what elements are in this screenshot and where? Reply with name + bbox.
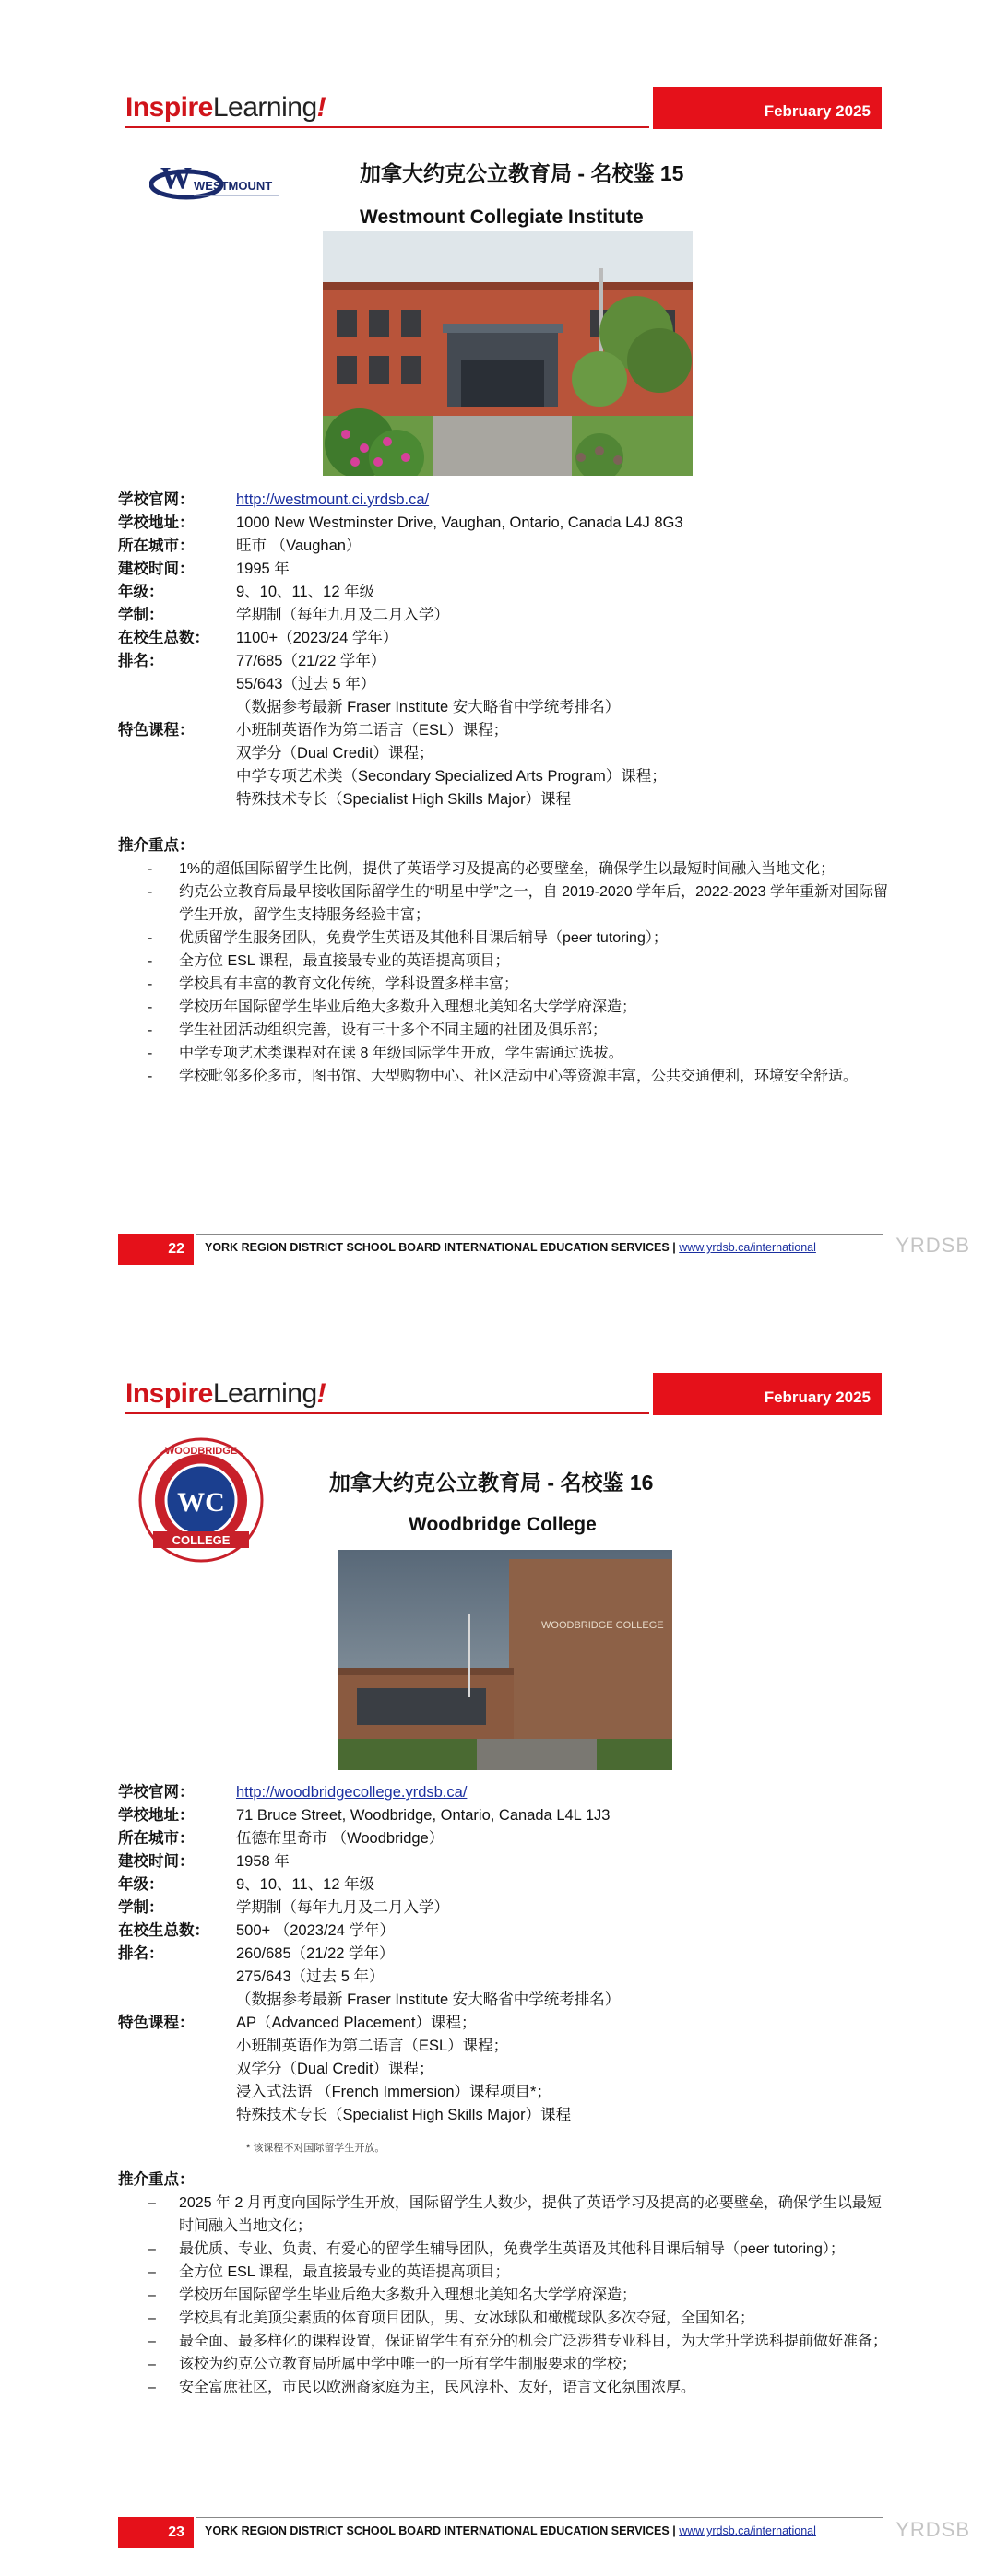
brand-logo: InspireLearning! <box>125 1378 326 1409</box>
list-item: – 2025 年 2 月再度向国际学生开放，国际留学生人数少，提供了英语学习及提高的必要壁垒，确保学生以最短时间融入当地文化； <box>148 2195 882 2234</box>
founded: 1995 年 <box>236 561 290 577</box>
website-link[interactable]: http://woodbridgecollege.yrdsb.ca/ <box>236 1784 468 1801</box>
school-photo <box>323 231 693 476</box>
list-item: - 中学专项艺术类课程对在读 8 年级国际学生开放，学生需通过选拔。 <box>148 1046 623 1061</box>
program-note: * 该课程不对国际留学生开放。 <box>246 2143 385 2154</box>
date-label: February 2025 <box>764 102 871 120</box>
address: 71 Bruce Street, Woodbridge, Ontario, Canada L4L 1J3 <box>236 1807 611 1824</box>
city: 旺市 （Vaughan） <box>236 538 362 554</box>
header-rule <box>125 1412 649 1414</box>
list-item: - 学生社团活动组织完善，设有三十多个不同主题的社团及俱乐部； <box>148 1022 608 1038</box>
list-item: - 学校具有丰富的教育文化传统，学科设置多样丰富； <box>148 976 519 992</box>
list-item: – 最优质、专业、负责、有爱心的留学生辅导团队，免费学生英语及其他科目课后辅导（peer tutoring）； <box>148 2241 845 2257</box>
footer-org: YORK REGION DISTRICT SCHOOL BOARD INTERNATIONAL EDUCATION SERVICES <box>205 2524 670 2537</box>
ranking: 77/685（21/22 学年） 55/643（过去 5 年） （数据参考最新 Fraser Institute 安大略省中学统考排名） <box>236 653 621 715</box>
school-system: 学期制（每年九月及二月入学） <box>236 607 449 623</box>
school-crest <box>136 1436 266 1565</box>
svg-text:WC: WC <box>177 1487 225 1518</box>
list-item: – 最全面、最多样化的课程设置，保证留学生有充分的机会广泛涉猎专业科目，为大学升学选科提前做好准备； <box>148 2334 888 2349</box>
school-photo <box>338 1550 672 1770</box>
date-banner <box>653 87 882 129</box>
page-number: 22 <box>118 1234 194 1265</box>
website-link[interactable]: http://westmount.ci.yrdsb.ca/ <box>236 491 430 508</box>
highlights-heading: 推介重点： <box>118 2171 195 2188</box>
list-item: - 约克公立教育局最早接收国际留学生的“明星中学”之一，自 2019-2020 学年后，2022-2023 学年重新对国际留学生开放，留学生支持服务经验丰富； <box>148 884 889 923</box>
watermark: YRDSB <box>895 1234 970 1257</box>
logo-text: WESTMOUNT <box>194 179 273 193</box>
city: 伍德布里奇市 （Woodbridge） <box>236 1830 445 1847</box>
date-banner <box>653 1373 882 1415</box>
list-item: – 学校具有北美顶尖素质的体育项目团队，男、女冰球队和橄榄球队多次夺冠，全国知名； <box>148 2310 755 2326</box>
svg-text:WOODBRIDGE COLLEGE: WOODBRIDGE COLLEGE <box>541 1620 664 1631</box>
page-23 <box>0 1288 996 2576</box>
school-system: 学期制（每年九月及二月入学） <box>236 1899 449 1916</box>
svg-text:COLLEGE: COLLEGE <box>172 1533 231 1547</box>
brand-logo: InspireLearning! <box>125 92 326 123</box>
page-title-cn: 加拿大约克公立教育局 - 名校鉴 15 <box>360 161 684 185</box>
enrollment: 1100+（2023/24 学年） <box>236 630 398 646</box>
list-item: - 全方位 ESL 课程，最直接最专业的英语提高项目； <box>148 953 510 969</box>
page-title-cn: 加拿大约克公立教育局 - 名校鉴 16 <box>329 1471 654 1495</box>
svg-text:W: W <box>160 161 192 195</box>
grades: 9、10、11、12 年级 <box>236 584 375 600</box>
school-info: 学校官网： http://westmount.ci.yrdsb.ca/ 学校地址： 1000 New Westminster Drive, Vaughan, Ontario, Canada L4J 8G3 所在城市： 旺市 （Vaughan） 建校时间： 1995 年 年级： 9、10、11、12 年级 学制： 学期制（每年九月及二月入学） 在校生总数： 1100+（2023/24 学年） 排名： 77/685（21/22 学年） 55/643（过去 5 年） （数据参考最新 Fraser Institute 安大略省中学统考排名） 特色课程： 小班制英语作为第二语言（ESL）课程； 双学分（Dual Credit）课程； 中学专项艺术类（Secondary Specialized Arts Program）课程； 特殊技术专长（Specialist High Skills Major）课程 <box>118 489 683 811</box>
footer-org: YORK REGION DISTRICT SCHOOL BOARD INTERNATIONAL EDUCATION SERVICES <box>205 1241 670 1254</box>
page-title-en: Westmount Collegiate Institute <box>360 207 644 228</box>
programs: AP（Advanced Placement）课程； 小班制英语作为第二语言（ESL）课程； 双学分（Dual Credit）课程； 浸入式法语 （French Immersion）课程项目*； 特殊技术专长（Specialist High Skills Major）课程 <box>236 2015 572 2123</box>
school-logo <box>149 153 288 208</box>
list-item: - 学校毗邻多伦多市，图书馆、大型购物中心、社区活动中心等资源丰富，公共交通便利，环境安全舒适。 <box>148 1069 859 1084</box>
list-item: - 1%的超低国际留学生比例，提供了英语学习及提高的必要壁垒，确保学生以最短时间融入当地文化； <box>148 861 836 877</box>
list-item: – 学校历年国际留学生毕业后绝大多数升入理想北美知名大学学府深造； <box>148 2287 637 2303</box>
founded: 1958 年 <box>236 1853 290 1870</box>
list-item: - 学校历年国际留学生毕业后绝大多数升入理想北美知名大学学府深造； <box>148 999 637 1015</box>
footer-link[interactable]: www.yrdsb.ca/international <box>679 2524 816 2537</box>
header-rule <box>125 126 649 128</box>
list-item: – 安全富庶社区，市民以欧洲裔家庭为主，民风淳朴、友好，语言文化氛围浓厚。 <box>148 2380 696 2395</box>
svg-text:WOODBRIDGE: WOODBRIDGE <box>164 1446 238 1457</box>
highlights-list <box>148 857 890 1088</box>
ranking: 260/685（21/22 学年） 275/643（过去 5 年） （数据参考最新 Fraser Institute 安大略省中学统考排名） <box>236 1945 621 2008</box>
page-title-en: Woodbridge College <box>409 1514 597 1535</box>
highlights-heading: 推介重点： <box>118 837 195 854</box>
page-number: 23 <box>118 2517 194 2548</box>
list-item: – 该校为约克公立教育局所属中学中唯一的一所有学生制服要求的学校； <box>148 2357 637 2372</box>
list-item: – 全方位 ESL 课程，最直接最专业的英语提高项目； <box>148 2264 510 2280</box>
page-footer: 22 YORK REGION DISTRICT SCHOOL BOARD INTERNATIONAL EDUCATION SERVICES | www.yrdsb.ca/international <box>118 1234 883 1261</box>
enrollment: 500+ （2023/24 学年） <box>236 1922 395 1939</box>
highlights-list <box>148 2192 890 2399</box>
programs: 小班制英语作为第二语言（ESL）课程； 双学分（Dual Credit）课程； 中学专项艺术类（Secondary Specialized Arts Program）课程； 特殊技术专长（Specialist High Skills Major）课程 <box>236 722 667 808</box>
school-info: 学校官网： http://woodbridgecollege.yrdsb.ca/ 学校地址： 71 Bruce Street, Woodbridge, Ontario, Canada L4L 1J3 所在城市： 伍德布里奇市 （Woodbridge） 建校时间： 1958 年 年级： 9、10、11、12 年级 学制： 学期制（每年九月及二月入学） 在校生总数： 500+ （2023/24 学年） 排名： 260/685（21/22 学年） 275/643（过去 5 年） （数据参考最新 Fraser Institute 安大略省中学统考排名） 特色课程： AP（Advanced Placement）课程； 小班制英语作为第二语言（ESL）课程； 双学分（Dual Credit）课程； 浸入式法语 （French Immersion）课程项目*； 特殊技术专长（Specialist High Skills Major）课程 <box>118 1781 620 2127</box>
watermark: YRDSB <box>895 2518 970 2541</box>
page-footer: 23 YORK REGION DISTRICT SCHOOL BOARD INTERNATIONAL EDUCATION SERVICES | www.yrdsb.ca/international <box>118 2517 883 2545</box>
date-label: February 2025 <box>764 1388 871 1406</box>
address: 1000 New Westminster Drive, Vaughan, Ontario, Canada L4J 8G3 <box>236 514 683 531</box>
footer-link[interactable]: www.yrdsb.ca/international <box>679 1241 816 1254</box>
list-item: - 优质留学生服务团队，免费学生英语及其他科目课后辅导（peer tutoring）； <box>148 930 668 946</box>
grades: 9、10、11、12 年级 <box>236 1876 375 1893</box>
